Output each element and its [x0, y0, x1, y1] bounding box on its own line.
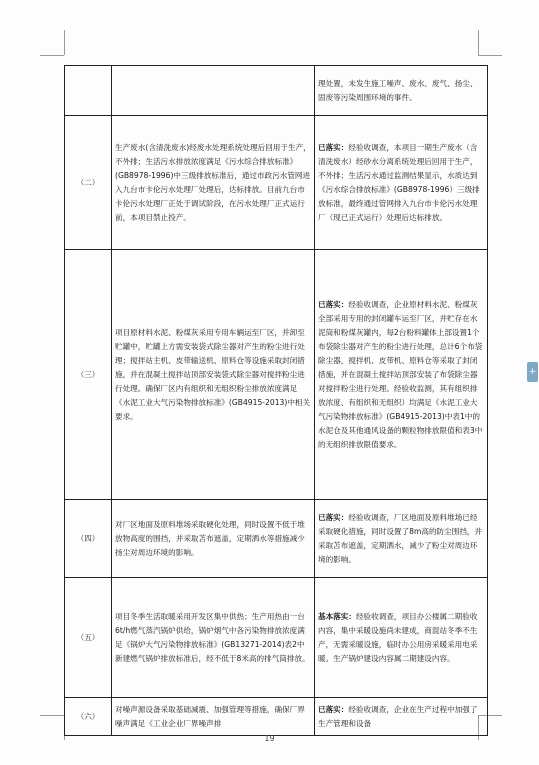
- table-row: [65, 250, 488, 500]
- row-number: （二）: [65, 116, 112, 250]
- requirement-cell: 项目冬季生活取暖采用开发区集中供热；生产用热由一台6t/h燃气蒸汽锅炉供给，锅炉烟气中各污染物排放浓度满足《锅炉大气污染物排放标准》(GB13271-2014)表2中新建燃气锅炉排放标准后，经不低于8米高的排气筒排放。: [112, 578, 315, 698]
- status-cell: [315, 698, 488, 736]
- status-label: 已落实：: [318, 512, 349, 522]
- status-label: 已落实：: [318, 142, 349, 152]
- status-cell: [315, 500, 488, 578]
- status-text: 经验收调查，厂区地面及原料堆场已经采取硬化措施，同时设置了8m高的防尘围挡，并采取苫布遮盖，定期洒水，减少了粉尘对周边环境的影响。: [318, 512, 483, 564]
- requirement-cell: 对噪声源设备采取基础减震、加强管理等措施，确保厂界噪声满足《工业企业厂界噪声排: [112, 698, 315, 736]
- requirement-cell: 项目原材料水泥、粉煤灰采用专用车辆运至厂区，并卸至贮罐中，贮罐上方需安装袋式除尘器对产生的粉尘进行处理；搅拌站主机、皮带输送机、原料仓等设施采取封闭措施，并在混凝土搅拌站顶部安装袋式除尘器对搅拌粉尘进行处理。确保厂区内有组织和无组织粉尘排放浓度满足《水泥工业大气污染物排放标准》(GB4915-2013)中相关要求。: [112, 250, 315, 500]
- status-text: 理处置，未发生施工噪声、废水、废气、扬尘、固废等污染周围环境的事件。: [318, 78, 478, 102]
- status-text: 经验收调查，企业在生产过程中加强了生产管理和设备: [318, 704, 478, 728]
- row-number: （五）: [65, 578, 112, 698]
- status-cell: [315, 116, 488, 250]
- status-text: 经验收调查，本项目一期生产废水（含清洗废水）经砂水分离系统处理后回用于生产，不外排；生活污水通过监测结果显示，水质达到《污水综合排放标准》(GB8978-1996）三级排放标准，最终通过管网排入九台市卡伦污水处理厂（现已正式运行）处理后达标排放。: [318, 142, 480, 222]
- status-cell: [315, 578, 488, 698]
- crop-mark-top-right-h: [478, 55, 502, 56]
- status-cell: [315, 250, 488, 500]
- crop-mark-top-left-v: [64, 30, 65, 55]
- crop-mark-bottom-left-h: [40, 715, 64, 716]
- requirement-cell: 生产废水(含清洗废水)经废水处理系统处理后回用于生产，不外排；生活污水排放浓度满足《污水综合排放标准》(GB8978-1996)中三级排放标准后，通过市政污水管网进入九台市卡伦污水处理厂处理后，达标排放。目前九台市卡伦污水处理厂正处于调试阶段，在污水处理厂正式运行前，本项目禁止投产。: [112, 116, 315, 250]
- compliance-table: [64, 65, 488, 736]
- status-text: 经验收调查，项目办公楼属二期验收内容，集中采暖设施尚未建成，商混站冬季不生产，无需采暖设施，临时办公用房采暖采用电采暖。生产锅炉建设内容属二期建设内容。: [318, 611, 478, 663]
- status-label: 基本落实：: [318, 611, 356, 621]
- crop-mark-top-left-h: [40, 55, 64, 56]
- row-number: （六）: [65, 698, 112, 736]
- expand-tab-plus-icon[interactable]: +: [527, 362, 538, 382]
- table-row: [65, 66, 488, 116]
- row-number: [65, 66, 112, 116]
- page-number: 19: [264, 734, 275, 743]
- requirement-cell: [112, 66, 315, 116]
- table-row: [65, 500, 488, 578]
- status-text: 经验收调查，企业原材料水泥、粉煤灰全部采用专用的封闭罐车运至厂区，并贮存在水泥筒和粉煤灰罐内，每2台粉料罐体上部设置1个布袋除尘器对产生的粉尘进行处理，总计6个布袋除尘器，搅拌机、皮带机、原料仓等采取了封闭措施，并在混凝土搅拌站顶部安装了布袋除尘器对搅拌粉尘进行处理。经验收监测，其有组织排放浓度、有组织和无组织）均满足《水泥工业大气污染物排放标准》(GB4915-2013)中表1中的水泥仓及其他通风设备的颗粒物排放限值和表3中的无组织排放限值要求。: [318, 299, 483, 449]
- table-row: [65, 578, 488, 698]
- table-row: [65, 116, 488, 250]
- row-number: （四）: [65, 500, 112, 578]
- status-label: 已落实：: [318, 299, 349, 309]
- row-number: （三）: [65, 250, 112, 500]
- status-cell: [315, 66, 488, 116]
- table-row: [65, 698, 488, 736]
- requirement-cell: 对厂区地面及原料堆场采取硬化处理，同时设置不低于堆放物高度的围挡，并采取苫布遮盖，定期洒水等措施减少扬尘对周边环境的影响。: [112, 500, 315, 578]
- crop-mark-top-right-v: [478, 30, 479, 55]
- status-label: 已落实：: [318, 704, 349, 714]
